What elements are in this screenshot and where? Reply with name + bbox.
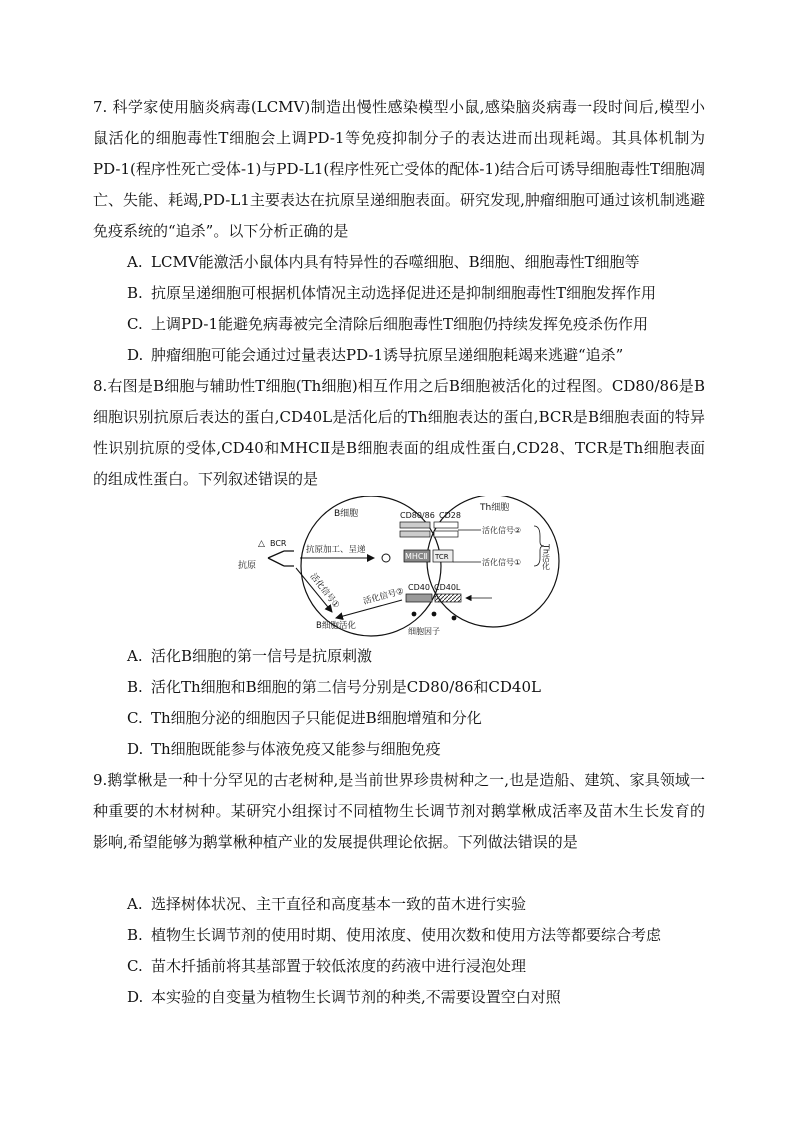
option-letter: C. [127, 957, 143, 975]
cd8086-label: CD80/86 [400, 511, 435, 520]
cd40l-protein [435, 594, 461, 602]
cytokine-dot [412, 612, 417, 617]
b-activation-label: B细胞活化 [316, 621, 356, 631]
q9-option-a [127, 889, 526, 920]
cd28-label: CD28 [439, 511, 461, 520]
option-text: 本实验的自变量为植物生长调节剂的种类,不需要设置空白对照 [151, 988, 561, 1006]
cd8086-protein [400, 531, 430, 537]
option-letter: D. [127, 740, 144, 758]
signal1-label: 活化信号① [482, 558, 522, 567]
q9-option-b [127, 920, 661, 951]
option-text: Th细胞既能参与体液免疫又能参与细胞免疫 [151, 740, 441, 758]
q9-option-c [127, 951, 526, 982]
option-text: Th细胞分泌的细胞因子只能促进B细胞增殖和分化 [151, 709, 482, 727]
antigen-triangle-icon: △ [258, 539, 265, 549]
cd40-label: CD40 [408, 583, 430, 592]
q8-option-a [127, 641, 372, 672]
th-cell-label: Th细胞 [480, 503, 510, 513]
option-text: 植物生长调节剂的使用时期、使用浓度、使用次数和使用方法等都要综合考虑 [151, 926, 662, 944]
option-text: LCMV能激活小鼠体内具有特异性的吞噬细胞、B细胞、细胞毒性T细胞等 [151, 253, 640, 271]
q9-stem: 9.鹅掌楸是一种十分罕见的古老树种,是当前世界珍贵树种之一,也是造船、建筑、家具领域一种重要的木材树种。某研究小组探讨不同植物生长调节剂对鹅掌楸成活率及苗木生长发育的影响,希望能够为鹅掌楸种植产业的发展提供理论依据。下列做法错误的是 [93, 771, 705, 851]
cd40-protein [406, 594, 432, 602]
cd28-protein [434, 531, 458, 537]
option-letter: A. [127, 647, 143, 665]
q7-stem: 7. 科学家使用脑炎病毒(LCMV)制造出慢性感染模型小鼠,感染脑炎病毒一段时间后,模型小鼠活化的细胞毒性T细胞会上调PD-1等免疫抑制分子的表达进而出现耗竭。其具体机制为PD-1(程序性死亡受体-1)与PD-L1(程序性死亡受体的配体-1)结合后可诱导细胞毒性T细胞凋亡、失能、耗竭,PD-L1主要表达在抗原呈递细胞表面。研究发现,肿瘤细胞可通过该机制逃避免疫系统的“追杀”。以下分析正确的是 [93, 98, 705, 240]
signal2-top-label: 活化信号② [482, 526, 522, 535]
option-letter: B. [127, 284, 143, 302]
option-text: 苗木扦插前将其基部置于较低浓度的药液中进行浸泡处理 [151, 957, 527, 975]
signal1-b-label: 活化信号① [307, 571, 342, 611]
cytokine-dot [452, 616, 457, 621]
option-letter: C. [127, 709, 143, 727]
option-letter: B. [127, 678, 143, 696]
antigen-label: 抗原 [238, 561, 257, 571]
cd40l-label: CD40L [434, 583, 461, 592]
option-letter: B. [127, 926, 143, 944]
q7-option-a [127, 247, 640, 278]
q8-option-b [127, 672, 541, 703]
q8-option-d [127, 734, 441, 765]
option-text: 上调PD-1能避免病毒被完全清除后细胞毒性T细胞仍持续发挥免疫杀伤作用 [151, 315, 649, 333]
processing-label: 抗原加工、呈递 [306, 545, 366, 555]
option-letter: A. [127, 895, 143, 913]
option-text: 肿瘤细胞可能会通过过量表达PD-1诱导抗原呈递细胞耗竭来逃避“追杀” [151, 346, 624, 364]
cytokines-label: 细胞因子 [408, 627, 440, 636]
tcr-label: TCR [435, 553, 449, 561]
th-activation-label: Th活化 [541, 544, 551, 570]
option-text: 活化B细胞的第一信号是抗原刺激 [151, 647, 373, 665]
option-text: 抗原呈递细胞可根据机体情况主动选择促进还是抑制细胞毒性T细胞发挥作用 [151, 284, 657, 302]
q7-option-d [127, 340, 623, 371]
q7-option-b [127, 278, 656, 309]
option-letter: D. [127, 988, 144, 1006]
signal2-b-label: 活化信号② [362, 586, 405, 607]
antigen-peptide-icon [382, 554, 390, 562]
option-letter: C. [127, 315, 143, 333]
q9-option-d [127, 982, 561, 1013]
mhc2-label: MHCⅡ [405, 552, 428, 561]
cytokine-dot [432, 612, 437, 617]
bcr-receptor-icon [268, 551, 294, 566]
b-th-cell-diagram [236, 496, 566, 638]
option-text: 活化Th细胞和B细胞的第二信号分别是CD80/86和CD40L [151, 678, 541, 696]
option-letter: D. [127, 346, 144, 364]
option-letter: A. [127, 253, 143, 271]
cd8086-protein [400, 522, 430, 528]
q8-option-c [127, 703, 482, 734]
q7-option-c [127, 309, 648, 340]
b-cell-label: B细胞 [334, 509, 359, 519]
bcr-label: BCR [270, 539, 287, 548]
option-text: 选择树体状况、主干直径和高度基本一致的苗木进行实验 [151, 895, 527, 913]
cd28-protein [434, 522, 458, 528]
q8-stem: 8.右图是B细胞与辅助性T细胞(Th细胞)相互作用之后B细胞被活化的过程图。CD80/86是B细胞识别抗原后表达的蛋白,CD40L是活化后的Th细胞表达的蛋白,BCR是B细胞表面的特异性识别抗原的受体,CD40和MHCⅡ是B细胞表面的组成性蛋白,CD28、TCR是Th细胞表面的组成性蛋白。下列叙述错误的是 [93, 377, 705, 488]
